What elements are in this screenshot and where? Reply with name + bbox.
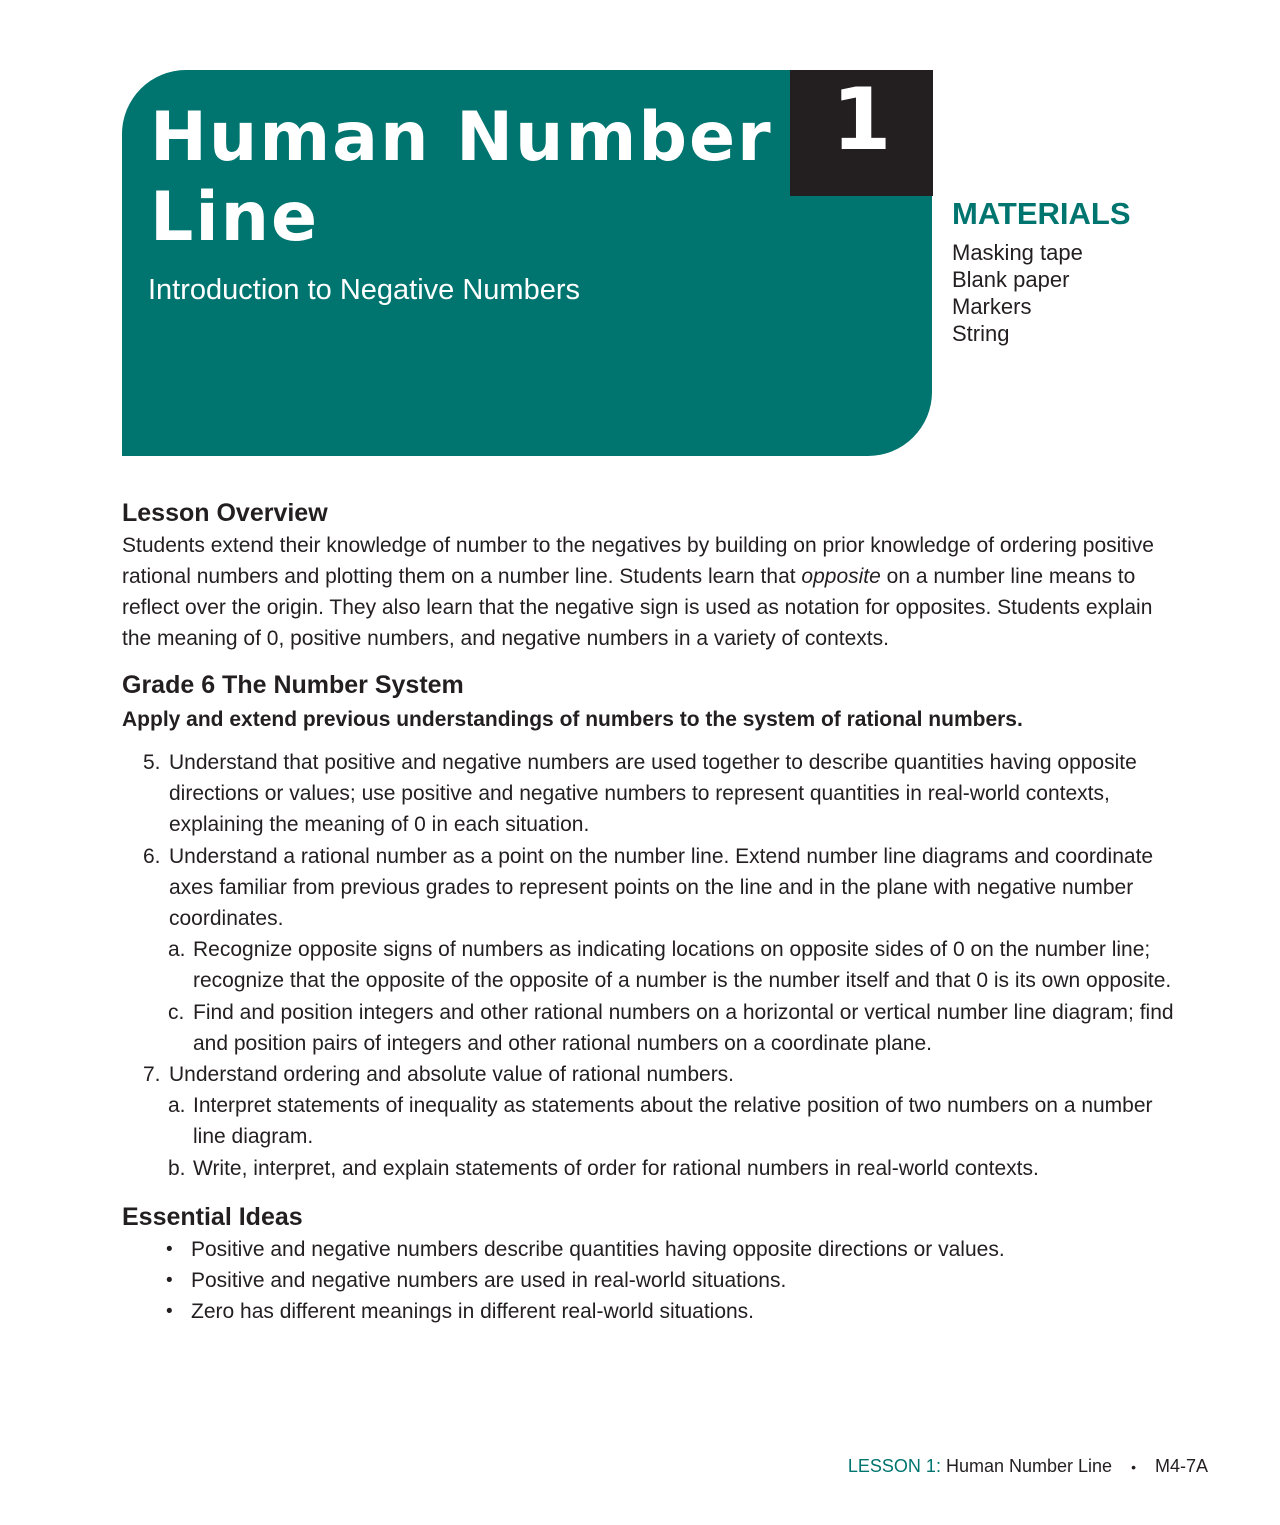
standard-subitem [122,934,1182,996]
standard-subitem [122,997,1182,1059]
essential-idea-item [122,1234,1182,1265]
standard-text: Recognize opposite signs of numbers as indicating locations on opposite sides of 0 on the number line; recognize that the opposite of the opposite of a number is the number itself and that 0 is its own opposite. [193,938,1172,993]
bullet-icon: • [166,1270,173,1292]
standard-text: Understand ordering and absolute value of rational numbers. [169,1063,735,1087]
standard-marker: a. [168,1094,186,1118]
essential-idea-text: Positive and negative numbers are used in real-world situations. [191,1269,787,1293]
overview-italic-term: opposite [801,565,881,588]
lesson-content [122,496,1182,1327]
materials-item: Masking tape [952,240,1083,265]
materials-heading: MATERIALS [952,196,1131,231]
standard-text: Find and position integers and other rational numbers on a horizontal or vertical number line diagram; find and position pairs of integers and other rational numbers on a coordinate plane. [193,1000,1174,1055]
footer-separator: • [1131,1459,1136,1475]
footer-lesson-label: LESSON 1: [847,1456,941,1476]
standard-subitem [122,1153,1182,1184]
materials-list [952,239,1252,347]
footer-page-number: M4-7A [1154,1456,1208,1476]
standard-item [122,1059,1182,1090]
standard-text: Write, interpret, and explain statements of order for rational numbers in real-world contexts. [193,1156,1039,1180]
page-footer [848,1454,1208,1479]
standard-subitem [122,1090,1182,1152]
bullet-icon: • [166,1238,173,1260]
standard-item [122,841,1182,935]
essential-ideas-heading: Essential Ideas [122,1202,303,1231]
standard-text: Interpret statements of inequality as statements about the relative position of two numbers on a number line diagram. [193,1094,1153,1149]
standard-marker: 6. [143,844,161,868]
overview-heading: Lesson Overview [122,499,328,527]
standard-text: Understand a rational number as a point on the number line. Extend number line diagrams and coordinate axes familiar from previous grades to represent points on the line and in the plane with negative number coordinates. [169,844,1154,931]
materials-item: Markers [952,294,1032,319]
bullet-icon: • [166,1301,173,1323]
standard-marker: 5. [143,751,161,774]
lesson-number-badge: 1 [790,70,933,196]
essential-idea-item [122,1296,1182,1327]
page-title: Human Number Line [150,98,773,257]
materials-item: Blank paper [952,267,1070,292]
overview-text-part: Students extend their knowledge of number to the negatives by building on prior knowledge of ordering positive rational numbers and plotting them on a number line. Students learn that [122,534,1154,588]
standard-marker: 7. [143,1063,161,1087]
footer-lesson-title: Human Number Line [945,1456,1113,1476]
essential-idea-text: Positive and negative numbers describe quantities having opposite directions or values. [191,1237,1005,1261]
essential-idea-item [122,1265,1182,1296]
overview-text-part: on a number line means to reflect over the origin. They also learn that the negative sign is used as notation for opposites. Students explain the meaning of 0, positive numbers, and negative numbers in a variety of contexts. [122,565,1153,650]
standards-heading: Grade 6 The Number System [122,671,464,699]
standard-text: Understand that positive and negative numbers are used together to describe quantities having opposite directions or values; use positive and negative numbers to represent quantities in real-world contexts, explaining the meaning of 0 in each situation. [169,751,1137,837]
standard-item [122,747,1182,841]
materials-panel [952,193,1252,347]
standards-cluster: Apply and extend previous understandings of numbers to the system of rational numbers. [122,708,1023,731]
standard-marker: a. [168,938,186,962]
standard-marker: b. [168,1156,186,1180]
overview-text [122,530,1182,654]
page-subtitle: Introduction to Negative Numbers [148,274,580,306]
essential-idea-text: Zero has different meanings in different real-world situations. [191,1300,755,1324]
standard-marker: c. [168,1000,185,1024]
materials-item: String [952,321,1010,346]
